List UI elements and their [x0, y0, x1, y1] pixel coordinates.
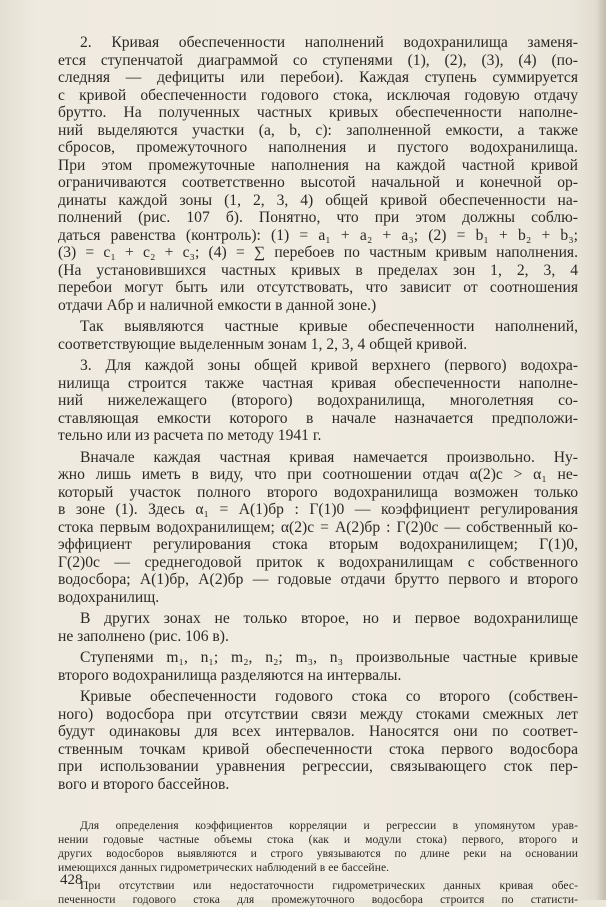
main-text	[58, 34, 578, 907]
text-line: отдачи Aбр и наличной емкости в данной зоне.)	[58, 296, 377, 314]
footnote-2	[58, 879, 578, 907]
text-line: Г(2)0с — среднегодовой приток к водохранилищам с собственного	[58, 553, 578, 571]
text-line: водохранилищ.	[58, 588, 160, 606]
text-line: соответствующие выделенным зонам 1, 2, 3, 4 общей кривой.	[58, 335, 468, 353]
paragraph-4	[58, 449, 578, 607]
text-line: 3. Для каждой зоны общей кривой верхнего (первого) водохра-	[80, 357, 578, 374]
text-line: Ступенями m₁, n₁; m₂, n₂; m₃, n₃ произвольные частные кривые	[80, 649, 578, 666]
text-line: ственным точкам кривой обеспеченности стока первого водосбора	[58, 740, 578, 758]
text-line: Так выявляются частные кривые обеспеченности наполнений,	[80, 318, 578, 335]
text-line: При этом промежуточные наполнения на каждой частной кривой	[58, 156, 578, 174]
text-line: брутто. На полученных частных кривых обеспеченности наполне-	[58, 104, 578, 121]
text-line: который участок полного второго водохранилища возможен только	[58, 483, 578, 501]
text-line: ограничиваются соответственно высотой начальной и конечной ор-	[58, 174, 578, 191]
text-line: (На установившихся частных кривых в пределах зон 1, 2, 3, 4	[58, 261, 578, 279]
paragraph-7	[58, 688, 578, 793]
paragraph-2	[58, 318, 578, 353]
text-line: перебои могут быть или отсутствовать, что зависит от соотношения	[58, 279, 578, 296]
text-line: даться равенства (контроль): (1) = a₁ + a₂ + a₃; (2) = b₁ + b₂ + b₃;	[58, 226, 578, 244]
text-line: 2. Кривая обеспеченности наполнений водохранилища заменя-	[80, 34, 578, 51]
text-line: стока первым водохранилищем; α(2)с = A(2)бр : Г(2)0с — собственный ко-	[58, 518, 578, 536]
text-line: тельно или из расчета по методу 1941 г.	[58, 427, 322, 444]
paragraph-3	[58, 357, 578, 445]
text-line: полнений (рис. 107 б). Понятно, что при этом должны соблю-	[58, 209, 578, 226]
text-line: Кривые обеспеченности годового стока со второго (собствен-	[80, 688, 578, 705]
page-number: 428	[60, 872, 83, 888]
text-line: с кривой обеспеченности годового стока, исключая годовую отдачу	[58, 86, 578, 104]
text-line: эффициент регулирования стока вторым водохранилищем; Г(1)0,	[58, 536, 578, 553]
text-line: ного) водосбора при отсутствии связи между стоками смежных лет	[58, 705, 578, 723]
text-line: жно лишь иметь в виду, что при соотношении отдач α(2)с > α₁ не-	[58, 466, 578, 483]
text-line: ставляющая емкости которого в начале назначается предположи-	[58, 409, 578, 427]
text-line: следняя — дефициты или перебои). Каждая ступень суммируется	[58, 69, 578, 86]
footnote-line: Для определения коэффициентов корреляции и регрессии в упомянутом урав-	[80, 819, 578, 832]
page-edge-shadow	[596, 0, 606, 900]
footnote-line: нении годовые частные объемы стока (как и модули стока) первого, второго и	[58, 833, 578, 846]
text-line: нилища строится также частная кривая обеспеченности наполне-	[58, 374, 578, 392]
text-line: при использовании уравнения регрессии, связывающего сток пер-	[58, 758, 578, 775]
text-line: ний нижележащего (второго) водохранилища, многолетняя со-	[58, 392, 578, 409]
text-line: второго водохранилища разделяются на интервалы.	[58, 666, 402, 684]
text-line: вого и второго бассейнов.	[58, 775, 230, 793]
footnote-line: При отсутствии или недостаточности гидрометрических данных кривая обес-	[80, 879, 578, 892]
text-line: в зоне (1). Здесь α₁ = A(1)бр : Г(1)0 — коэффициент регулирования	[58, 501, 578, 518]
footnote-line: имеющихся данных гидрометрических наблюдений в ее бассейне.	[58, 861, 390, 874]
text-line: В других зонах не только второе, но и первое водохранилище	[80, 610, 578, 627]
text-line: не заполнено (рис. 106 в).	[58, 627, 229, 645]
paragraph-1	[58, 34, 578, 314]
text-line: ется ступенчатой диаграммой со ступенями (1), (2), (3), (4) (по-	[58, 51, 578, 69]
text-line: Вначале каждая частная кривая намечается произвольно. Ну-	[80, 448, 578, 466]
footnote-1	[58, 819, 578, 875]
text-line: будут одинаковы для всех интервалов. Наносятся они по соответ-	[58, 723, 578, 740]
footnote-line: других водосборов выявляются и строго увязываются по длине реки на основании	[58, 847, 578, 860]
text-line: (3) = c₁ + c₂ + c₃; (4) = ∑ перебоев по частным кривым наполнения.	[58, 244, 578, 261]
footnote-line: печенности годового стока для промежуточного водосбора строится по статисти-	[58, 893, 578, 906]
text-line: динаты каждой зоны (1, 2, 3, 4) общей кривой обеспеченности на-	[58, 191, 578, 209]
footnotes	[58, 819, 578, 907]
paragraph-6	[58, 649, 578, 684]
text-line: водосбора; A(1)бр, A(2)бр — годовые отдачи брутто первого и второго	[58, 571, 578, 588]
text-line: сбросов, промежуточного наполнения и пустого водохранилища.	[58, 139, 578, 156]
paragraph-5	[58, 610, 578, 645]
text-line: ний выделяются участки (a, b, c): заполненной емкости, а также	[58, 121, 578, 139]
